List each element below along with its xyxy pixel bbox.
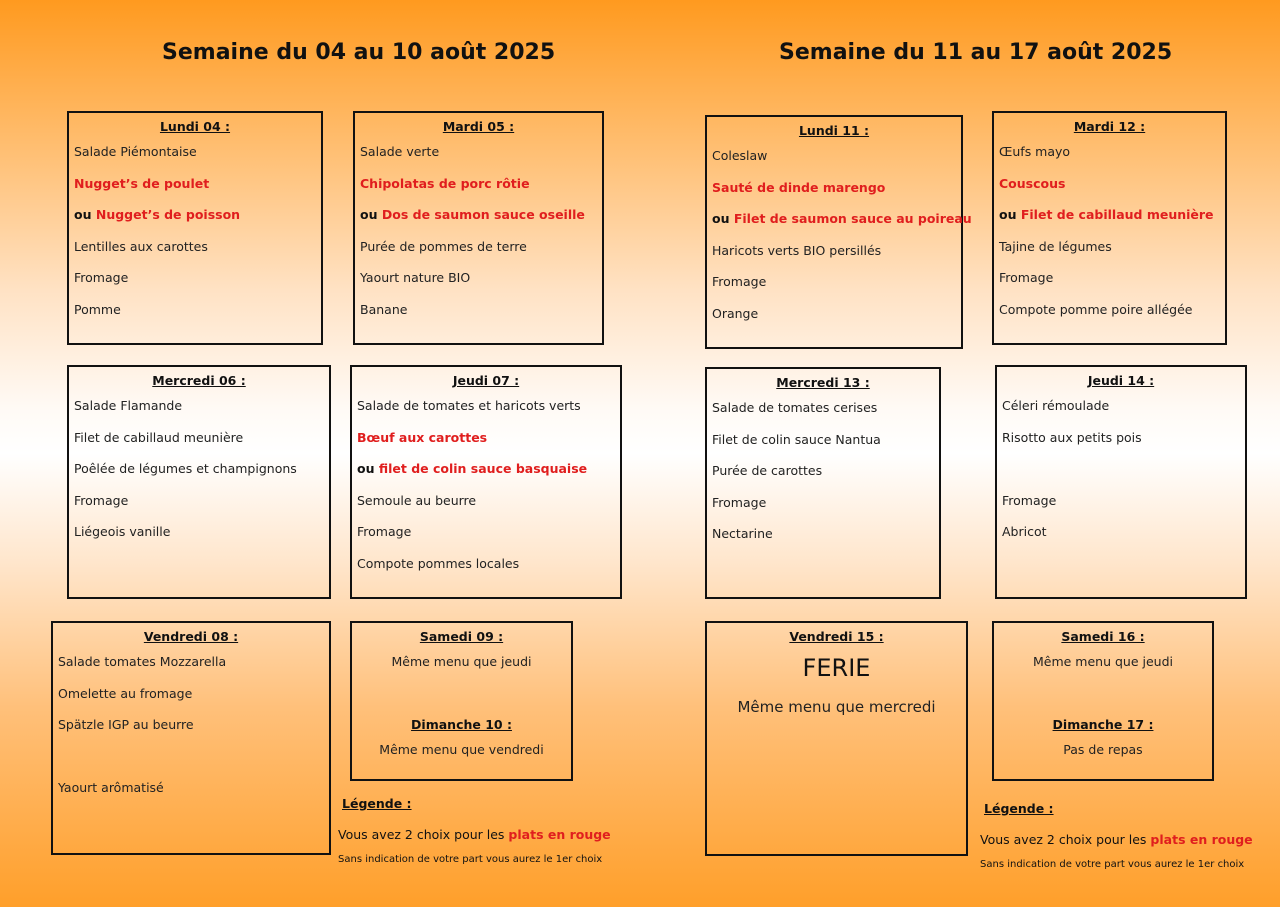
weekend-text: Même menu que vendredi xyxy=(379,741,544,757)
day-heading: Mercredi 13 : xyxy=(776,375,870,390)
day-heading: Jeudi 07 : xyxy=(452,373,520,388)
menu-item: Lentilles aux carottes xyxy=(74,238,208,254)
legend-line1 xyxy=(338,827,611,842)
menu-box-jeudi-07 xyxy=(350,365,622,599)
menu-item: Salade Piémontaise xyxy=(74,144,197,159)
menu-item: Nectarine xyxy=(712,526,773,542)
menu-item-alt: Filet de saumon sauce au poireau xyxy=(733,211,972,227)
menu-item: Œufs mayo xyxy=(999,144,1071,159)
menu-item: Yaourt arômatisé xyxy=(58,780,164,796)
week2-title: Semaine du 11 au 17 août 2025 xyxy=(779,40,1173,65)
day-heading: Jeudi 14 : xyxy=(1087,373,1155,388)
menu-item: Orange xyxy=(712,305,759,321)
menu-item: Fromage xyxy=(74,492,129,508)
day-heading-dimanche: Dimanche 10 : xyxy=(411,716,512,732)
menu-item: Filet de cabillaud meunière xyxy=(74,429,244,445)
menu-item-alt: filet de colin sauce basquaise xyxy=(378,461,588,477)
menu-item-alt: Dos de saumon sauce oseille xyxy=(381,207,585,223)
menu-item: Fromage xyxy=(999,270,1054,286)
menu-item: Fromage xyxy=(357,524,412,540)
menu-item: Purée de pommes de terre xyxy=(360,238,527,254)
menu-item: Salade tomates Mozzarella xyxy=(58,654,227,669)
menu-item: Salade de tomates cerises xyxy=(712,400,878,415)
weekend-text: Même menu que jeudi xyxy=(391,654,532,669)
menu-item-choice2 xyxy=(712,211,972,243)
ferie-text: Même menu que mercredi xyxy=(737,698,936,716)
menu-item: Compote pommes locales xyxy=(357,555,520,571)
spacer xyxy=(1002,461,1240,493)
menu-item-choice1: Sauté de dinde marengo xyxy=(712,179,886,195)
menu-box-lundi-04 xyxy=(67,111,323,345)
menu-item-choice2 xyxy=(999,207,1220,239)
menu-item-choice1: Couscous xyxy=(999,175,1066,191)
menu-item: Spätzle IGP au beurre xyxy=(58,717,194,733)
ou-label: ou xyxy=(74,207,92,223)
legend-title: Légende : xyxy=(342,796,412,811)
menu-item-choice1: Nugget’s de poulet xyxy=(74,175,210,191)
legend-prefix: Vous avez 2 choix pour les xyxy=(980,832,1147,847)
menu-box-weekend-week1 xyxy=(350,621,573,781)
menu-item-choice2 xyxy=(74,207,316,239)
menu-item: Filet de colin sauce Nantua xyxy=(712,431,881,447)
menu-item: Pomme xyxy=(74,301,121,317)
legend-title: Légende : xyxy=(984,801,1054,816)
legend-line2: Sans indication de votre part vous aurez le 1er choix xyxy=(338,854,603,865)
menu-item: Poêlée de légumes et champignons xyxy=(74,461,297,477)
day-heading: Vendredi 08 : xyxy=(143,629,239,644)
spacer xyxy=(58,749,324,781)
weekend-text: Même menu que jeudi xyxy=(1032,654,1173,669)
day-heading: Mardi 05 : xyxy=(442,119,515,134)
legend-red-text: plats en rouge xyxy=(508,827,611,842)
menu-item-alt: Nugget’s de poisson xyxy=(95,207,241,223)
week1-title: Semaine du 04 au 10 août 2025 xyxy=(162,40,556,65)
day-heading-samedi: Samedi 16 : xyxy=(1061,629,1145,644)
menu-box-lundi-11 xyxy=(705,115,972,349)
menu-item: Haricots verts BIO persillés xyxy=(712,242,882,258)
menu-item-choice1: Bœuf aux carottes xyxy=(357,429,488,445)
menu-item-choice2 xyxy=(357,461,615,493)
menu-item: Salade Flamande xyxy=(74,398,183,413)
menu-box-mercredi-13 xyxy=(705,367,941,599)
menu-box-vendredi-08 xyxy=(51,621,331,855)
day-heading: Mercredi 06 : xyxy=(152,373,246,388)
legend-prefix: Vous avez 2 choix pour les xyxy=(338,827,505,842)
menu-item-choice2 xyxy=(360,207,597,239)
menu-item: Tajine de légumes xyxy=(999,238,1112,254)
day-heading-dimanche: Dimanche 17 : xyxy=(1052,716,1154,732)
legend-line2: Sans indication de votre part vous aurez le 1er choix xyxy=(980,859,1245,870)
menu-item: Fromage xyxy=(1002,492,1057,508)
menu-box-vendredi-15 xyxy=(705,621,968,856)
ou-label: ou xyxy=(999,207,1017,223)
day-heading: Mardi 12 : xyxy=(1073,119,1146,134)
menu-item: Fromage xyxy=(712,274,767,290)
day-heading: Lundi 11 : xyxy=(798,123,870,138)
menu-item: Céleri rémoulade xyxy=(1002,398,1110,413)
menu-item: Banane xyxy=(360,301,408,317)
menu-item-choice1: Chipolatas de porc rôtie xyxy=(360,175,530,191)
menu-item: Compote pomme poire allégée xyxy=(999,301,1193,317)
menu-box-weekend-week2 xyxy=(992,621,1214,781)
menu-item: Salade de tomates et haricots verts xyxy=(357,398,581,413)
menu-item: Yaourt nature BIO xyxy=(360,270,471,286)
menu-item: Risotto aux petits pois xyxy=(1002,429,1142,445)
menu-item: Omelette au fromage xyxy=(58,685,193,701)
menu-item: Salade verte xyxy=(360,144,440,159)
menu-item: Coleslaw xyxy=(712,148,768,163)
legend-week1 xyxy=(338,796,611,865)
ou-label: ou xyxy=(360,207,378,223)
menu-item: Fromage xyxy=(74,270,129,286)
ferie-label: FERIE xyxy=(802,654,871,682)
menu-item: Liégeois vanille xyxy=(74,524,171,540)
menu-box-mardi-12 xyxy=(992,111,1227,345)
menu-box-mardi-05 xyxy=(353,111,604,345)
spacer xyxy=(357,686,566,717)
ou-label: ou xyxy=(712,211,730,227)
day-heading: Lundi 04 : xyxy=(159,119,231,134)
menu-item: Abricot xyxy=(1002,524,1047,540)
weekend-text: Pas de repas xyxy=(1063,741,1143,757)
legend-red-text: plats en rouge xyxy=(1150,832,1253,847)
menu-item-alt: Filet de cabillaud meunière xyxy=(1020,207,1214,223)
menu-box-jeudi-14 xyxy=(995,365,1247,599)
ou-label: ou xyxy=(357,461,375,477)
legend-line1 xyxy=(980,832,1253,847)
legend-week2 xyxy=(980,801,1253,870)
day-heading-samedi: Samedi 09 : xyxy=(419,629,504,644)
day-heading: Vendredi 15 : xyxy=(789,629,884,644)
spacer xyxy=(999,686,1207,717)
menu-item: Purée de carottes xyxy=(712,463,823,479)
menu-box-mercredi-06 xyxy=(67,365,331,599)
menu-item: Fromage xyxy=(712,494,767,510)
menu-item: Semoule au beurre xyxy=(357,492,477,508)
